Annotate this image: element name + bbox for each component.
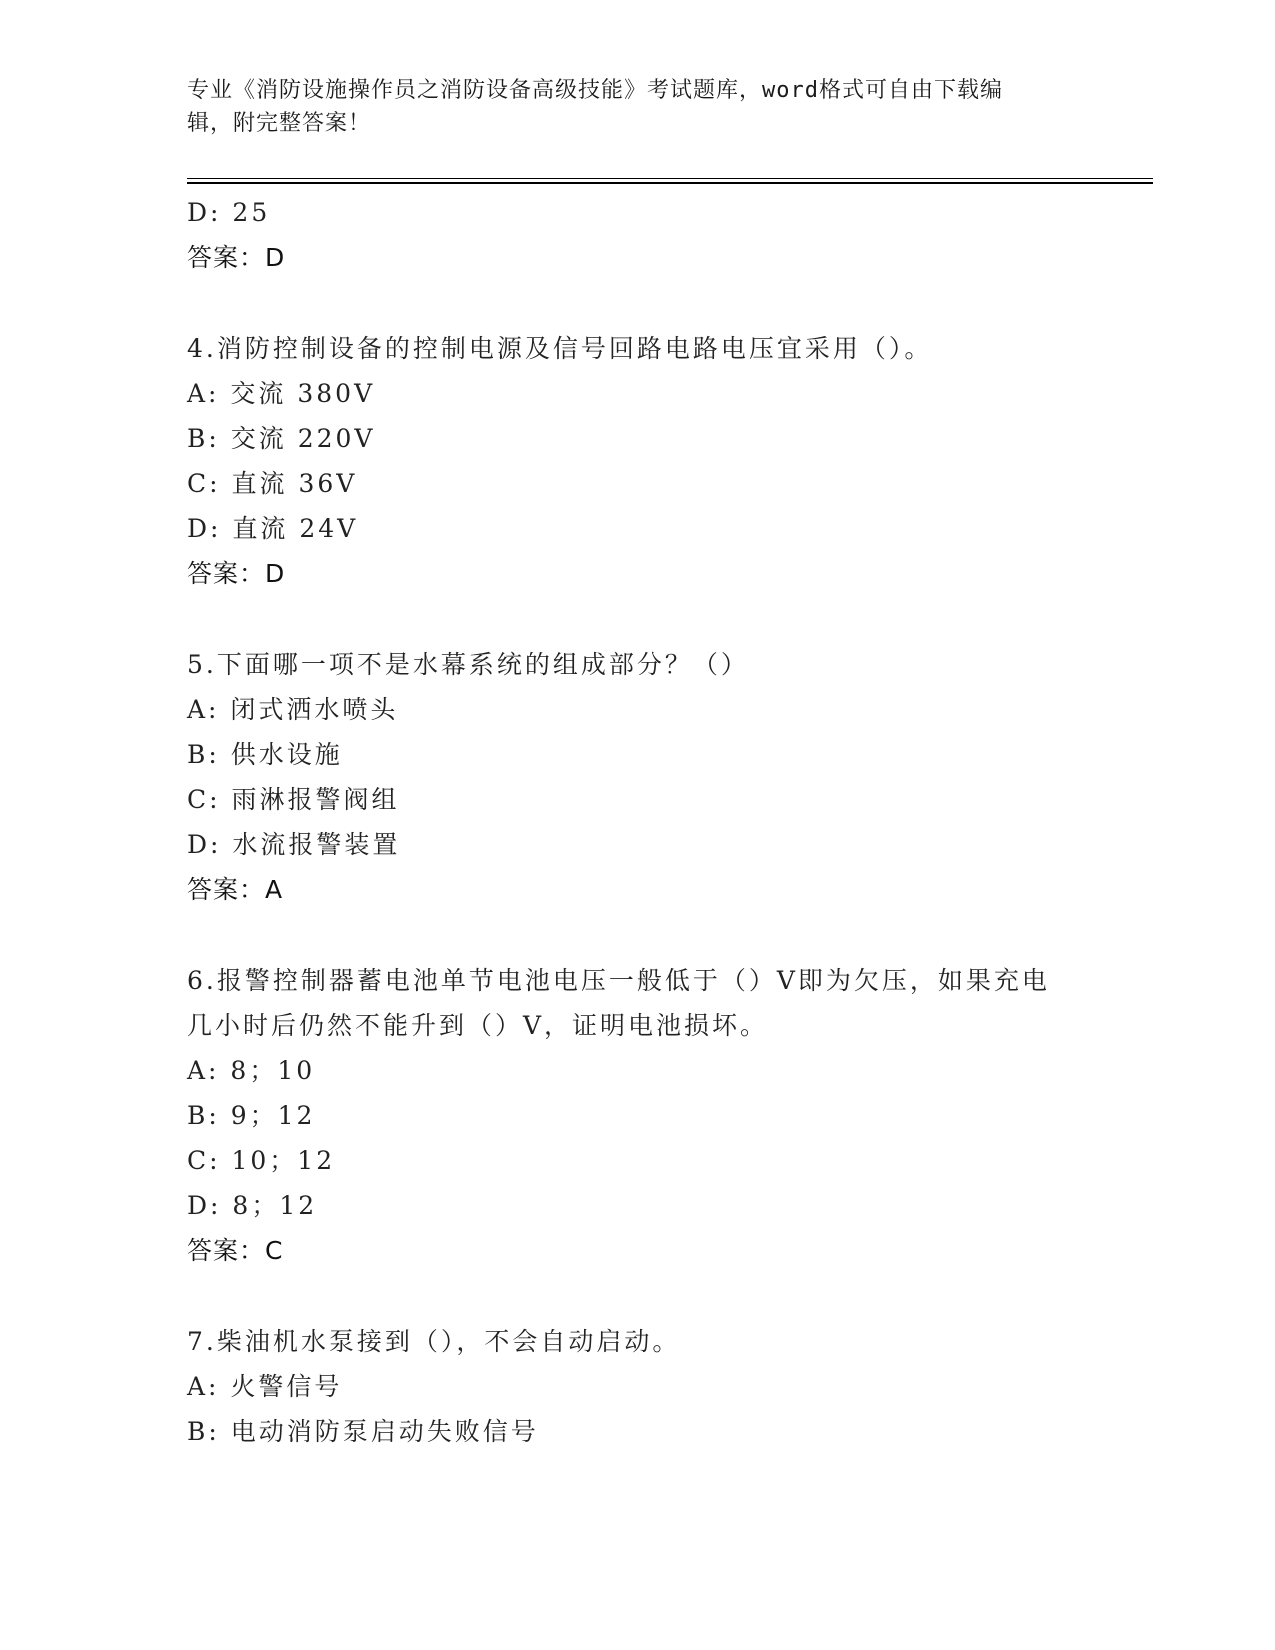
answer: 答案：D bbox=[187, 559, 286, 588]
question-text: 7.柴油机水泵接到（），不会自动启动。 bbox=[187, 1327, 681, 1356]
option-b: B: 交流 220V bbox=[187, 424, 376, 453]
header-line-2: 辑，附完整答案！ bbox=[187, 111, 372, 136]
question-text-line-2: 几小时后仍然不能升到（）V，证明电池损坏。 bbox=[187, 1011, 769, 1040]
question-text-line-1: 6.报警控制器蓄电池单节电池电压一般低于（）V即为欠压，如果充电 bbox=[187, 966, 1050, 995]
option-b: B: 电动消防泵启动失败信号 bbox=[187, 1417, 539, 1446]
page-header bbox=[187, 74, 1067, 140]
option-a: A: 交流 380V bbox=[187, 379, 376, 408]
option-d: D: 直流 24V bbox=[187, 514, 359, 543]
question-list bbox=[187, 190, 1087, 1454]
answer: 答案：C bbox=[187, 1236, 284, 1265]
question-text: 5.下面哪一项不是水幕系统的组成部分？（） bbox=[187, 650, 749, 679]
option-c: C: 雨淋报警阀组 bbox=[187, 785, 400, 814]
header-rule-thin bbox=[187, 178, 1153, 179]
option-d: D: 8；12 bbox=[187, 1191, 318, 1220]
option-a: A: 8；10 bbox=[187, 1056, 316, 1085]
option-c: C: 直流 36V bbox=[187, 469, 358, 498]
question-text: 4.消防控制设备的控制电源及信号回路电路电压宜采用（）。 bbox=[187, 334, 933, 363]
option-d: D: 25 bbox=[187, 198, 271, 227]
option-a: A: 闭式洒水喷头 bbox=[187, 695, 399, 724]
answer: 答案：D bbox=[187, 243, 286, 272]
option-d: D: 水流报警装置 bbox=[187, 830, 401, 859]
question-block bbox=[187, 326, 1087, 596]
header-rule-thick bbox=[187, 182, 1153, 184]
question-block bbox=[187, 642, 1087, 912]
answer: 答案：A bbox=[187, 875, 284, 904]
question-block bbox=[187, 958, 1087, 1273]
option-c: C: 10；12 bbox=[187, 1146, 336, 1175]
header-line-1: 专业《消防设施操作员之消防设备高级技能》考试题库，word格式可自由下载编 bbox=[187, 78, 1003, 103]
option-b: B: 供水设施 bbox=[187, 740, 343, 769]
question-block bbox=[187, 1319, 1087, 1454]
option-b: B: 9；12 bbox=[187, 1101, 316, 1130]
option-a: A: 火警信号 bbox=[187, 1372, 343, 1401]
